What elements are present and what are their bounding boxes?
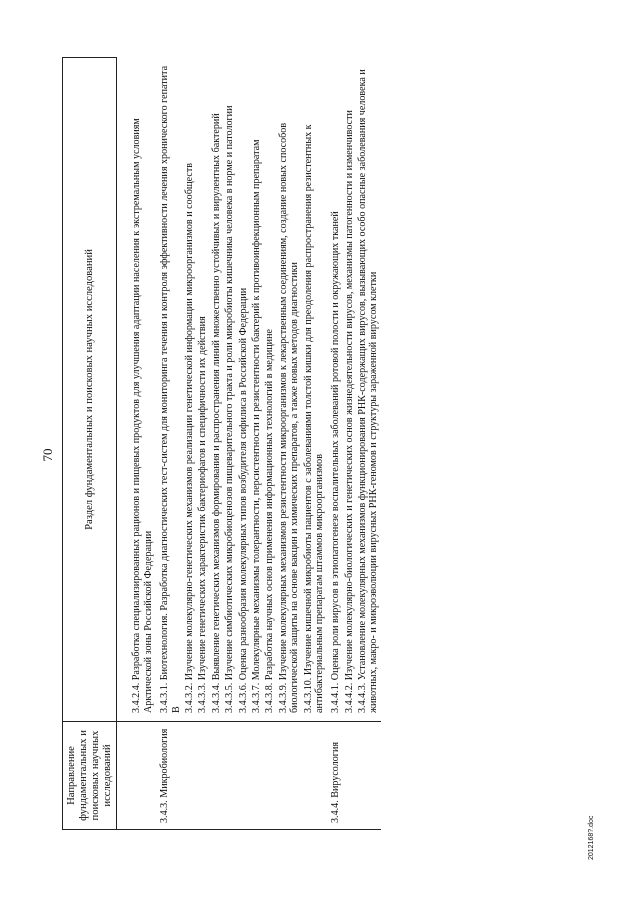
header-section: Раздел фундаментальных и поисковых научных исследований bbox=[63, 58, 117, 722]
section-cell: 3.4.3.4. Выявление генетических механизмов формирования и распространения линий множественно устойчивых и вирулентных бактерий bbox=[210, 113, 222, 713]
direction-cell bbox=[302, 722, 327, 830]
table-row bbox=[196, 58, 209, 830]
section-cell: 3.4.3.1. Биотехнология. Разработка диагностических тест-систем для мониторинга течения и контроля эффективности лечения хронического гепатита В bbox=[159, 65, 182, 713]
direction-cell: 3.4.4. Вирусология bbox=[326, 722, 342, 830]
table-header-row bbox=[63, 58, 117, 830]
table-row bbox=[302, 58, 327, 830]
file-name-note: 2012168?.doc bbox=[588, 815, 595, 860]
table-row bbox=[343, 58, 356, 830]
section-cell: 3.4.3.8. Разработка научных основ применения информационных технологий в медицине bbox=[264, 329, 276, 713]
table-row bbox=[237, 58, 250, 830]
header-direction: Направление фундаментальных и поисковых научных исследований bbox=[63, 722, 117, 830]
direction-cell bbox=[117, 722, 155, 830]
table-body bbox=[117, 58, 381, 830]
section-cell: 3.4.4.2. Изучение молекулярно-биологических и генетических основ жизнедеятельности вирусов, механизмы патогенности и изменчивости bbox=[343, 110, 355, 713]
table-row bbox=[223, 58, 236, 830]
table-row bbox=[183, 58, 196, 830]
research-sections-table bbox=[62, 57, 381, 830]
section-cell: 3.4.3.7. Молекулярные механизмы толерантности, персистентности и резистентности бактерий к противоинфекционным препаратам bbox=[250, 139, 262, 713]
section-cell: 3.4.2.4. Разработка специализированных рационов и пищевых продуктов для улучшения адаптации населения к экстремальным условиям Арктической зоны Российской Федерации bbox=[131, 118, 154, 713]
direction-cell bbox=[183, 722, 196, 830]
direction-cell bbox=[263, 722, 276, 830]
direction-cell bbox=[356, 722, 381, 830]
direction-cell bbox=[237, 722, 250, 830]
table-row bbox=[250, 58, 263, 830]
direction-cell bbox=[196, 722, 209, 830]
direction-cell: 3.4.3. Микробиология bbox=[155, 722, 183, 830]
table-row bbox=[326, 58, 342, 830]
direction-cell bbox=[250, 722, 263, 830]
table-row bbox=[210, 58, 223, 830]
section-cell: 3.4.3.5. Изучение симбиотических микробиоценозов пищеварительного тракта и роли микробиоты кишечника человека в норме и патологии bbox=[224, 105, 236, 713]
section-cell: 3.4.3.6. Оценка разнообразия молекулярных типов возбудителя сифилиса в Российской Федерации bbox=[237, 287, 249, 713]
page-number: 70 bbox=[40, 448, 55, 462]
rotated-page bbox=[40, 50, 600, 860]
section-cell: 3.4.3.10. Изучение кишечной микробиоты пациентов с заболеваниями толстой кишки для преодоления распространения резистентных к антибактериальным препаратам штаммов микроорганизмов bbox=[302, 124, 325, 713]
direction-cell bbox=[223, 722, 236, 830]
table-row bbox=[117, 58, 155, 830]
section-cell: 3.4.3.9. Изучение молекулярных механизмов резистентности микроорганизмов к лекарственным соединениям, создание новых способов биологической защиты на основе вакцин и химических препаратов, а также новых методов диагностики bbox=[277, 122, 301, 713]
section-cell: 3.4.4.3. Установление молекулярных механизмов функционирования РНК-содержащих вирусов, вызывающих особо опасные заболевания человека и животных, макро- и микроэволюции вирусных РНК-геномов и структуры зараженной вирусом клетки bbox=[357, 69, 380, 713]
table-row bbox=[277, 58, 302, 830]
direction-cell bbox=[210, 722, 223, 830]
section-cell: 3.4.4.1. Оценка роли вирусов в этиопатогенезе воспалительных заболеваний ротовой полости и окружающих тканей bbox=[330, 211, 342, 713]
table-row bbox=[263, 58, 276, 830]
direction-cell bbox=[277, 722, 302, 830]
table-row bbox=[155, 58, 183, 830]
landscape-content bbox=[40, 50, 600, 860]
section-cell: 3.4.3.3. Изучение генетических характеристик бактериофагов и специфичности их действия bbox=[197, 316, 209, 713]
table-row bbox=[356, 58, 381, 830]
section-cell: 3.4.3.2. Изучение молекулярно-генетических механизмов реализации генетической информации микроорганизмов и сообществ bbox=[184, 162, 195, 713]
direction-cell bbox=[343, 722, 356, 830]
